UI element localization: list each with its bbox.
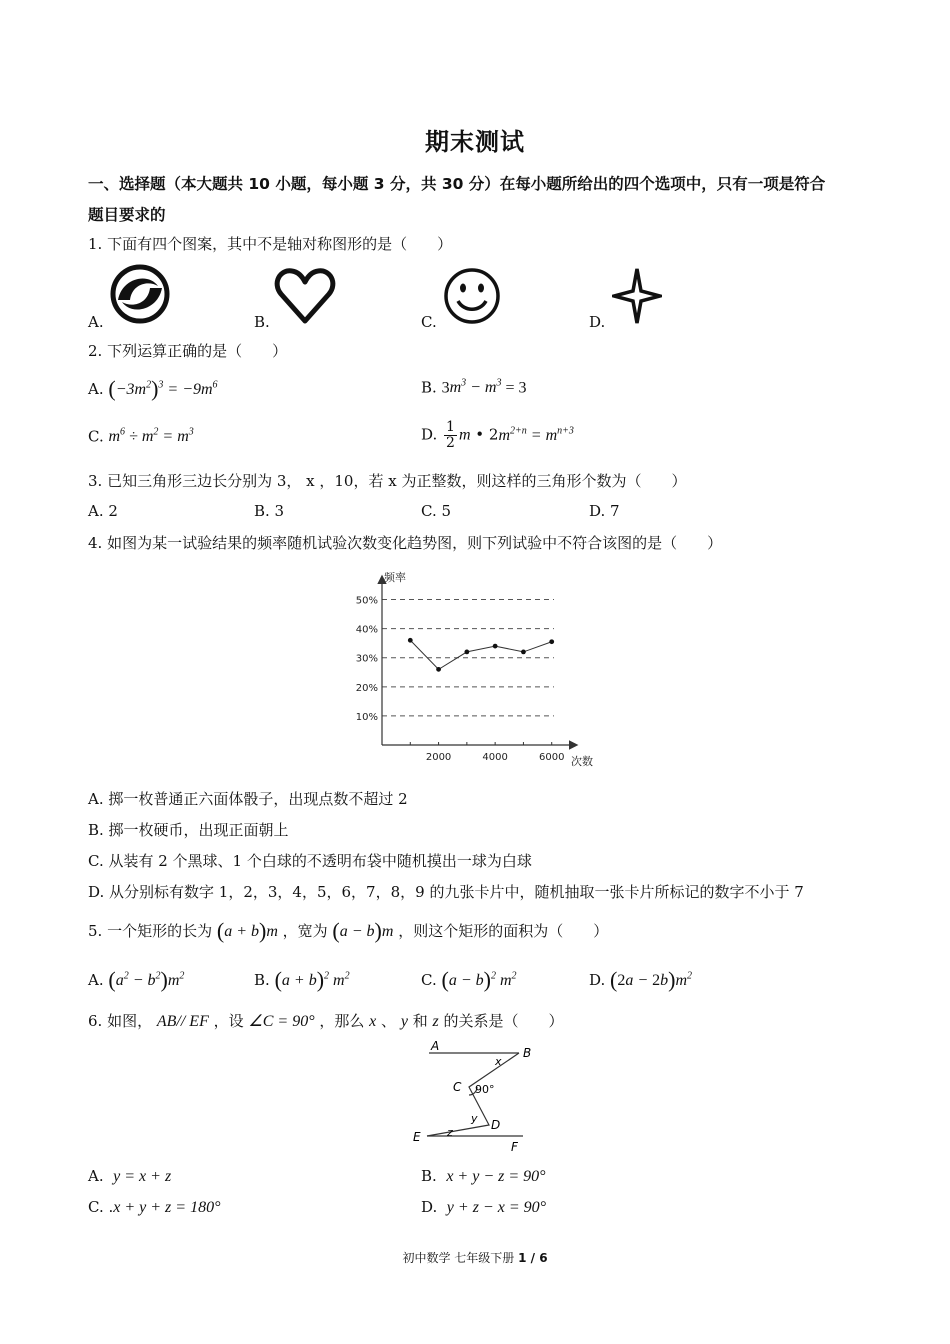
point-e-label: E xyxy=(413,1130,421,1144)
data-point xyxy=(521,650,526,655)
question-3-stem: 3. 已知三角形三边长分别为 3， x ，10，若 x 为正整数，则这样的三角形个数为（ ） xyxy=(88,472,687,490)
page-number: 1 / 6 xyxy=(518,1251,548,1265)
point-c-label: C xyxy=(453,1080,462,1094)
data-point xyxy=(464,650,469,655)
y-tick-label: 50% xyxy=(355,595,378,607)
q4-option-a: A. 掷一枚普通正六面体骰子，出现点数不超过 2 xyxy=(88,790,408,808)
q5-option-d: D. $(2a - 2b)m^2$ xyxy=(589,967,693,992)
q6-option-a: A. y = x + z xyxy=(88,1167,172,1185)
angle-y-label: y xyxy=(471,1112,478,1125)
swirl-emblem-icon xyxy=(108,262,172,326)
y-tick-label: 10% xyxy=(355,711,378,723)
angle-c-value: 90° xyxy=(475,1083,495,1096)
four-point-star-icon xyxy=(612,268,662,324)
heart-icon xyxy=(274,266,336,326)
q3-option-d: D. 7 xyxy=(589,502,620,520)
angle-z-label: z xyxy=(447,1126,453,1139)
page-title: 期末测试 xyxy=(425,128,525,156)
question-1-stem: 1. 下面有四个图案，其中不是轴对称图形的是（ ） xyxy=(88,235,453,253)
q3-option-b: B. 3 xyxy=(254,502,285,520)
section-heading-line1: 一、选择题（本大题共 10 小题，每小题 3 分，共 30 分）在每小题所给出的四个选项中，只有一项是符合 xyxy=(88,175,826,193)
data-point xyxy=(436,667,441,672)
q5-option-b: B. $(a + b)^2$ $m^2$ xyxy=(254,967,350,992)
footer-text: 初中数学 七年级下册 xyxy=(402,1251,515,1265)
q5-option-c: C. $(a - b)^2$ $m^2$ xyxy=(421,967,517,992)
point-a-label: A xyxy=(431,1039,440,1053)
parallel-lines-figure xyxy=(405,1035,535,1160)
data-point xyxy=(408,638,413,643)
q2-option-d: D. $\frac{1}{2}$ m • $2m^{2+n} = m^{n+3}$ xyxy=(421,419,574,451)
x-tick-label: 6000 xyxy=(538,752,565,763)
question-2-stem: 2. 下列运算正确的是（ ） xyxy=(88,342,288,360)
q5-option-a: A. $(a^2 - b^2)m^2$ xyxy=(88,967,185,992)
y-axis-label: 频率 xyxy=(384,571,406,584)
point-d-label: D xyxy=(491,1118,501,1132)
question-6-stem: 6. 如图， AB// EF ，设 ∠C = 90° ，那么 x 、 y 和 z 的关系是（ ） xyxy=(88,1012,564,1030)
angle-x-label: x xyxy=(495,1055,502,1068)
q4-option-b: B. 掷一枚硬币，出现正面朝上 xyxy=(88,821,289,839)
page-footer xyxy=(0,1249,950,1266)
y-tick-label: 40% xyxy=(355,624,378,636)
q6-option-d: D. y + z − x = 90° xyxy=(421,1198,547,1216)
q1-option-c-label: C. xyxy=(421,313,437,331)
q2-option-c: C. $m^6 \div m^2 = m^3$ xyxy=(88,427,194,446)
section-heading-line2: 题目要求的 xyxy=(88,206,166,224)
q1-option-a-label: A. xyxy=(88,313,104,331)
x-tick-label: 4000 xyxy=(482,752,508,763)
q1-option-b-label: B. xyxy=(254,313,270,331)
x-tick-label: 2000 xyxy=(425,752,452,763)
series-line xyxy=(410,640,551,669)
question-5-stem: 5. 一个矩形的长为 (a + b)m ，宽为 (a − b)m ，则这个矩形的面积为（ ） xyxy=(88,918,609,943)
x-axis-label: 次数 xyxy=(571,755,593,768)
y-tick-label: 20% xyxy=(355,682,378,694)
q6-option-c: C. .x + y + z = 180° xyxy=(88,1198,221,1216)
question-4-stem: 4. 如图为某一试验结果的频率随机试验次数变化趋势图，则下列试验中不符合该图的是（ ） xyxy=(88,534,723,552)
q4-option-d: D. 从分别标有数字 1，2，3，4，5，6，7，8，9 的九张卡片中，随机抽取一张卡片所标记的数字不小于 7 xyxy=(88,883,804,901)
q1-option-d-label: D. xyxy=(589,313,606,331)
point-b-label: B xyxy=(523,1046,532,1060)
y-tick-label: 30% xyxy=(355,653,378,665)
data-point xyxy=(493,644,498,649)
q3-option-a: A. 2 xyxy=(88,502,118,520)
frequency-trend-chart xyxy=(340,565,610,770)
q3-option-c: C. 5 xyxy=(421,502,452,520)
q6-option-b: B. x + y − z = 90° xyxy=(421,1167,546,1185)
q2-option-b: B. $3m^3 - m^3 = 3$ xyxy=(421,378,527,397)
point-f-label: F xyxy=(511,1140,518,1154)
smiley-face-icon xyxy=(442,266,502,326)
q4-option-c: C. 从装有 2 个黑球、1 个白球的不透明布袋中随机摸出一球为白球 xyxy=(88,852,532,870)
q2-option-a: A. $(-3m^2)^3 = -9m^6$ xyxy=(88,376,218,401)
data-point xyxy=(549,639,554,644)
